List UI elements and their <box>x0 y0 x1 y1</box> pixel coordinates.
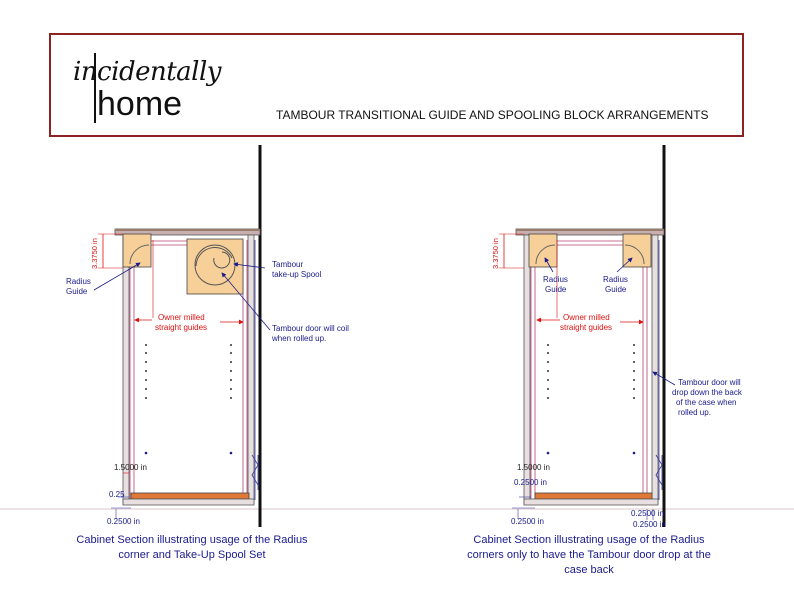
left-radius-label-1: Radius <box>66 277 91 286</box>
left-dim-height: 3.3750 in <box>90 238 99 269</box>
right-radius1-label-1: Radius <box>543 275 568 284</box>
coil-label-1: Tambour door will coil <box>272 324 349 333</box>
right-owner-label-2: straight guides <box>560 323 613 332</box>
right-radius2-label-1: Radius <box>603 275 628 284</box>
right-dim-height: 3.3750 in <box>491 238 500 269</box>
left-back-panel <box>248 235 254 504</box>
right-dim-025a: 0.2500 in <box>514 478 547 487</box>
right-back-panel <box>652 235 658 504</box>
page-title: TAMBOUR TRANSITIONAL GUIDE AND SPOOLING BLOCK ARRANGEMENTS <box>276 108 709 122</box>
right-bottom-panel <box>535 493 652 499</box>
right-dim-15: 1.5000 in <box>517 463 550 472</box>
right-dim-025c: 0.2500 in <box>631 509 664 518</box>
logo-word: incidentally <box>73 57 221 87</box>
drop-label-4: rolled up. <box>678 408 711 417</box>
right-caption: Cabinet Section illustrating usage of the Radius corners only to have the Tambour door drop at the case back <box>467 534 711 576</box>
left-owner-label-2: straight guides <box>155 323 208 332</box>
spool-label-1: Tambour <box>272 260 304 269</box>
left-bottom-panel <box>131 493 249 499</box>
left-dim-15: 1.5000 in <box>114 463 147 472</box>
left-dim-025b: 0.2500 in <box>107 517 140 526</box>
drop-label-2: drop down the back <box>672 388 742 397</box>
left-caption: Cabinet Section illustrating usage of the Radius corner and Take-Up Spool Set <box>76 534 308 561</box>
right-owner-label-1: Owner milled <box>563 313 610 322</box>
left-radius-label-2: Guide <box>66 287 88 296</box>
spool-label-2: take-up Spool <box>272 270 322 279</box>
right-dim-025b: 0.2500 in <box>511 517 544 526</box>
drop-label-3: of the case when <box>676 398 737 407</box>
right-radius2-label-2: Guide <box>605 285 627 294</box>
left-radius-guide-block <box>123 234 151 267</box>
coil-label-2: when rolled up. <box>272 334 327 343</box>
right-shelf-pins <box>547 344 636 454</box>
logo-home: home <box>97 85 183 123</box>
right-radius-guide-block-1 <box>529 234 557 267</box>
right-dim-025d: 0.2500 in <box>633 520 666 529</box>
drop-label-1: Tambour door will <box>678 378 741 387</box>
left-shelf-pins <box>145 344 233 454</box>
left-dim-025a: 0.25 <box>109 490 125 499</box>
left-owner-label-1: Owner milled <box>158 313 205 322</box>
right-radius1-label-2: Guide <box>545 285 567 294</box>
